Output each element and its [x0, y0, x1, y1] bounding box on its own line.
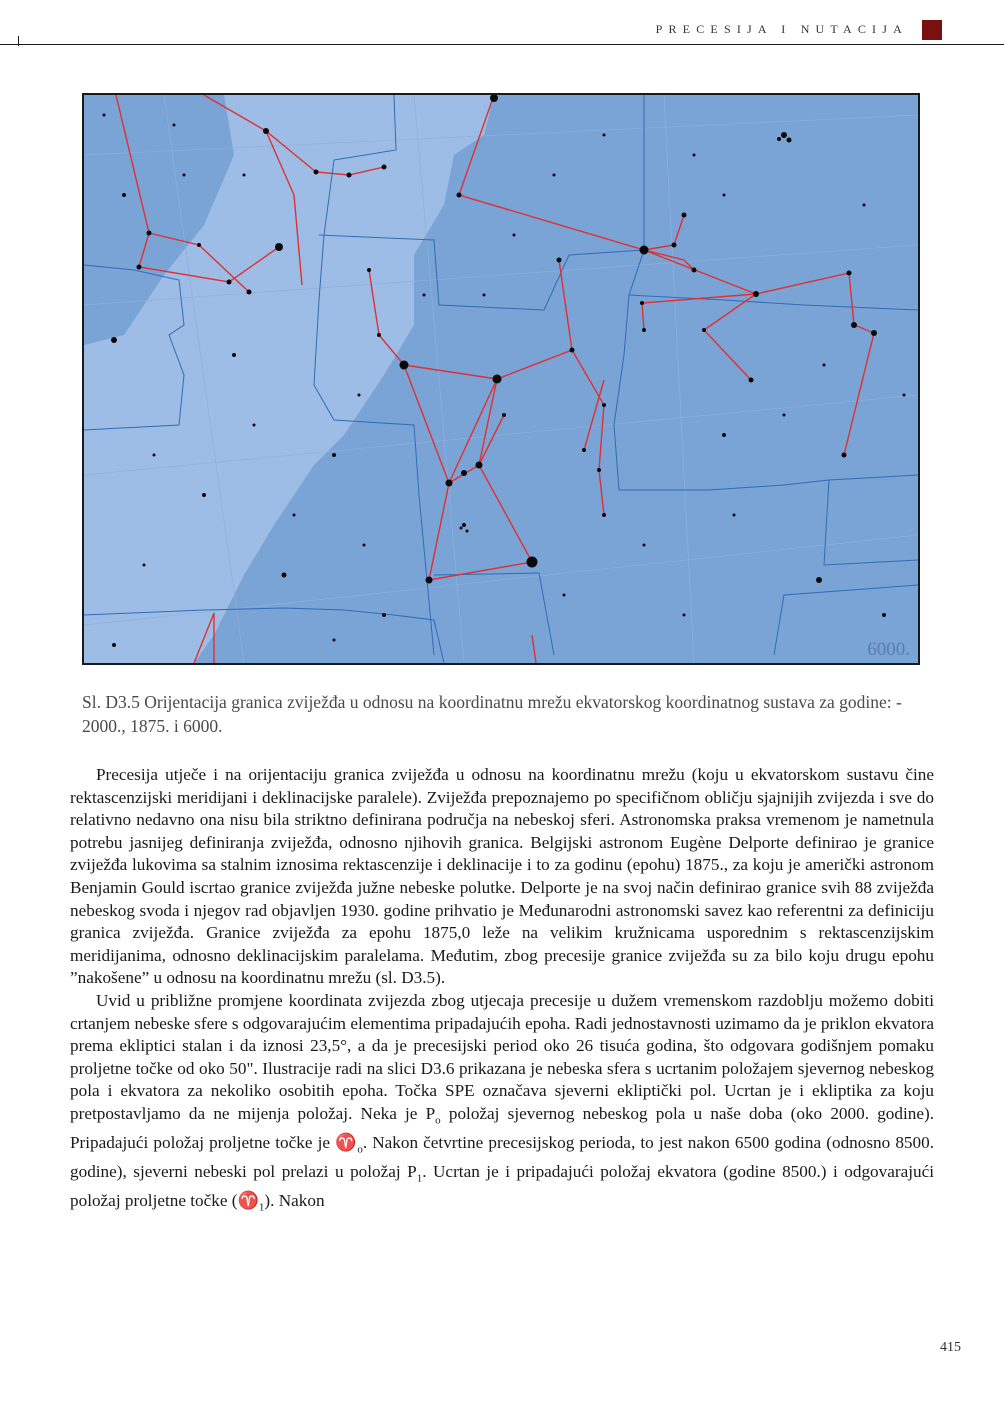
paragraph-2-part-5: ). Nakon	[264, 1191, 325, 1210]
subscript-1-1: 1	[416, 1172, 423, 1185]
header-rule	[0, 44, 1004, 45]
figure-caption: Sl. D3.5 Orijentacija granica zviježđa u odnosu na koordinatnu mrežu ekvatorskog koordinatnog sustava za godine: - 2000., 1875. i 6000.	[82, 692, 902, 736]
paragraph-2-part-4: . Ucrtan je i pripadajući položaj ekvatora (godine 8500.) i odgovarajući položaj proljetne točke (	[70, 1161, 934, 1210]
paragraph-1: Precesija utječe i na orijentaciju granica zviježđa u odnosu na koordinatnu mrežu (koju u ekvatorskom sustavu čine rektascenzijski meridijani i deklinacijske paralele). Zviježđa prepoznajemo po specifičnom obličju sjajnijih zvijezda i sve do relativno nedavno ona nisu bila striktno definirana područja na nebeskoj sferi. Astronomska praksa vremenom je nametnula potrebu jasnijeg definiranja zviježđa, odnosno njihovih granica. Belgijski astronom Eugène Delporte definirao je granice zviježđa lukovima sa stalnim iznosima rektascenzije i deklinacije i to za godinu (epohu) 1875., za koju je američki astronom Benjamin Gould iscrtao granice zviježđa južne nebeske polutke. Delporte je na svoj način definirao granice svih 88 zviježđa nebeskog svoda i njegov rad objavljen 1930. godine prihvatio je Međunarodni astronomski savez kao referentni za definiciju granica zviježđa. Granice zviježđa za epohu 1875,0 leže na velikim kružnicama usporednim s rektascenzijskim meridijanima, odnosno deklinacijskim paralelama. Međutim, zbog precesije granice zviježđa su za bilo koju drugu epohu ”nakošene” u odnosu na koordinatnu mrežu (sl. D3.5).	[70, 765, 934, 988]
figure-year-label: 6000.	[867, 639, 910, 660]
subscript-o-1: o	[435, 1114, 441, 1127]
running-title: PRECESIJA I NUTACIJA	[655, 22, 908, 36]
subscript-1-2: 1	[258, 1201, 265, 1214]
paragraph-2-part-3: . Nakon četvrtine precesijskog perioda, to jest nakon 6500 godina (odnosno 8500. godine), sjeverni nebeski pol prelazi u položaj P	[70, 1132, 935, 1181]
page-number: 415	[940, 1340, 961, 1355]
aries-symbol-icon: ♈	[335, 1132, 358, 1152]
header-tick	[18, 36, 19, 46]
star-chart-svg	[84, 95, 918, 663]
aries-symbol-icon-2: ♈	[237, 1191, 259, 1210]
paragraph-2-part-2: položaj sjevernog nebeskog pola u naše doba (oko 2000. godine). Pripadajući položaj proljetne točke je	[70, 1103, 934, 1152]
paragraph-2	[70, 990, 934, 1219]
paragraph-2-part-1: Uvid u približne promjene koordinata zvijezda zbog utjecaja precesije u dužem vremenskom razdoblju možemo dobiti crtanjem nebeske sfere s odgovarajućim elementima pripadajućih epoha. Radi jednostavnosti uzimamo da je priklon ekvatora prema ekliptici stalan i da iznosi 23,5°, a da je precesijski period oko 26 tisuća godina, što odgovara godišnjem pomaku proljetne točke od oko 50". Ilustracije radi na slici D3.6 prikazana je nebeska sfera s ucrtanim položajem sjevernog nebeskog pola i ekvatora za nekoliko osobitih epoha. Točka SPE označava sjeverni ekliptički pol. Ucrtan je i ekliptika za koju pretpostavljamo da ne mijenja položaj. Neka je P	[70, 990, 934, 1123]
body-text	[70, 764, 934, 1219]
subscript-o-2: o	[357, 1143, 363, 1156]
chapter-marker	[922, 20, 942, 40]
star-chart-figure	[82, 93, 920, 665]
